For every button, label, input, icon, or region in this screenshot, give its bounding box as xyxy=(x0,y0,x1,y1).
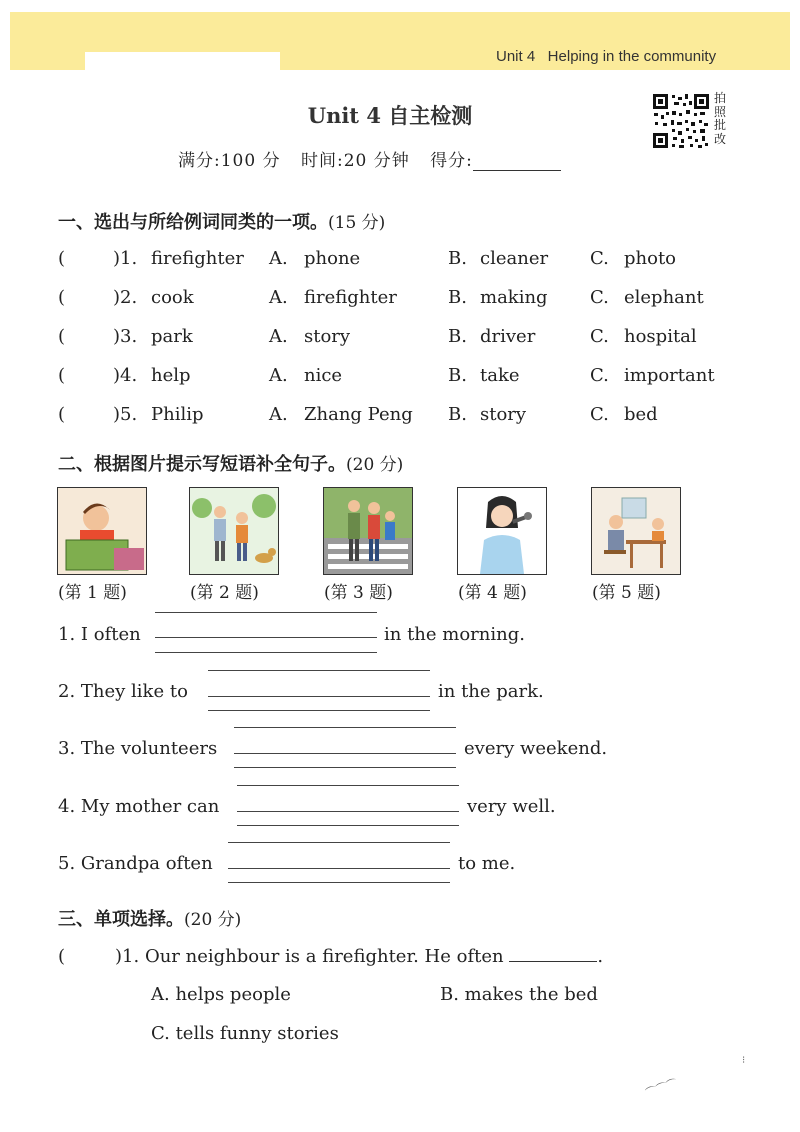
fill-after: in the morning. xyxy=(384,624,525,645)
option-b-letter: B. xyxy=(448,404,467,425)
picture-1-making-bed xyxy=(57,487,147,575)
option-c-text[interactable]: elephant xyxy=(624,287,704,308)
option-a-letter: A. xyxy=(269,365,288,386)
picture-5-grandpa-telling-story xyxy=(591,487,681,575)
example-word: Philip xyxy=(151,404,204,425)
answer-paren[interactable]: ( xyxy=(58,287,66,308)
fill-after: very well. xyxy=(467,796,556,817)
option-b-text[interactable]: story xyxy=(480,404,527,425)
option-a-text[interactable]: nice xyxy=(304,365,343,386)
item-number: )1. xyxy=(113,248,138,269)
option-b-letter: B. xyxy=(448,326,467,347)
option-b-letter: B. xyxy=(448,365,467,386)
margin-dots: ⁝ xyxy=(742,1055,746,1066)
fill-before: 1. I often xyxy=(58,624,141,645)
caption-2: (第 2 题) xyxy=(190,583,259,603)
unit-tag: Unit 4 Helping in the community xyxy=(496,48,717,65)
option-a-text[interactable]: Zhang Peng xyxy=(304,404,413,425)
caption-1: (第 1 题) xyxy=(58,583,127,603)
option-c-letter: C. xyxy=(590,248,609,269)
score-label: 得分: xyxy=(430,151,473,171)
caption-4: (第 4 题) xyxy=(458,583,527,603)
option-c-text[interactable]: photo xyxy=(624,248,677,269)
option-b-text[interactable]: cleaner xyxy=(480,248,549,269)
section3-heading xyxy=(58,905,241,931)
example-word: help xyxy=(151,365,191,386)
option-b-text[interactable]: making xyxy=(480,287,548,308)
answer-paren[interactable]: ( xyxy=(58,365,66,386)
example-word: park xyxy=(151,326,193,347)
fill-after: every weekend. xyxy=(464,738,608,759)
caption-5: (第 5 题) xyxy=(592,583,661,603)
banner-blank-patch xyxy=(85,52,280,70)
section2-title: 二、根据图片提示写短语补全句子。 xyxy=(58,454,346,475)
section3-points: (20 分) xyxy=(184,910,242,930)
mc-option-a[interactable]: A. helps people xyxy=(151,984,291,1005)
mc-option-b[interactable]: B. makes the bed xyxy=(440,984,598,1005)
fill-before: 2. They like to xyxy=(58,681,188,702)
section1-item-1 xyxy=(58,248,758,276)
picture-4-singing xyxy=(457,487,547,575)
option-a-text[interactable]: firefighter xyxy=(304,287,397,308)
full-score: 满分:100 分 xyxy=(178,151,281,171)
option-c-text[interactable]: bed xyxy=(624,404,658,425)
item-number: )4. xyxy=(113,365,138,386)
item-number: )3. xyxy=(113,326,138,347)
option-b-text[interactable]: driver xyxy=(480,326,536,347)
fill-before: 4. My mother can xyxy=(58,796,220,817)
section1-item-3 xyxy=(58,326,758,354)
mc-blank[interactable] xyxy=(509,945,597,962)
answer-paren[interactable]: ( xyxy=(58,404,66,425)
mc-question-1 xyxy=(58,945,603,967)
option-c-letter: C. xyxy=(590,287,609,308)
section1-title: 一、选出与所给例词同类的一项。 xyxy=(58,212,328,233)
score-line xyxy=(178,146,575,171)
section1-item-5 xyxy=(58,404,758,432)
fill-after: to me. xyxy=(458,853,516,874)
section1-heading xyxy=(58,208,385,234)
example-word: cook xyxy=(151,287,194,308)
page-title: Unit 4 自主检测 xyxy=(307,103,473,128)
answer-paren[interactable]: ( xyxy=(58,248,66,269)
qr-code-icon[interactable] xyxy=(652,93,710,149)
section3-title: 三、单项选择。 xyxy=(58,909,184,930)
caption-3: (第 3 题) xyxy=(324,583,393,603)
option-a-letter: A. xyxy=(269,287,288,308)
fill-before: 5. Grandpa often xyxy=(58,853,213,874)
section2-points: (20 分) xyxy=(346,455,404,475)
pencil-scribble: ⌒⌒⌒ xyxy=(643,1076,680,1101)
time-limit: 时间:20 分钟 xyxy=(301,151,410,171)
option-a-text[interactable]: story xyxy=(304,326,351,347)
example-word: firefighter xyxy=(151,248,244,269)
option-c-letter: C. xyxy=(590,404,609,425)
score-blank[interactable] xyxy=(473,152,561,171)
option-c-text[interactable]: important xyxy=(624,365,715,386)
picture-3-crossing-street xyxy=(323,487,413,575)
fill-before: 3. The volunteers xyxy=(58,738,218,759)
item-number: )5. xyxy=(113,404,138,425)
option-a-letter: A. xyxy=(269,248,288,269)
section1-item-4 xyxy=(58,365,758,393)
fill-after: in the park. xyxy=(438,681,544,702)
option-a-text[interactable]: phone xyxy=(304,248,361,269)
item-number: )2. xyxy=(113,287,138,308)
mc-end: . xyxy=(597,946,604,967)
mc-paren[interactable]: ( xyxy=(58,946,66,967)
mc-stem: )1. Our neighbour is a firefighter. He often xyxy=(115,946,504,967)
mc-option-c[interactable]: C. tells funny stories xyxy=(151,1023,339,1044)
option-c-text[interactable]: hospital xyxy=(624,326,697,347)
option-c-letter: C. xyxy=(590,365,609,386)
option-c-letter: C. xyxy=(590,326,609,347)
option-b-letter: B. xyxy=(448,248,467,269)
answer-paren[interactable]: ( xyxy=(58,326,66,347)
section2-heading xyxy=(58,450,403,476)
option-b-letter: B. xyxy=(448,287,467,308)
option-b-text[interactable]: take xyxy=(480,365,520,386)
fill-sentence-1 xyxy=(58,624,758,654)
picture-2-walking-dog xyxy=(189,487,279,575)
qr-label: 拍照批改 xyxy=(714,91,727,146)
section1-points: (15 分) xyxy=(328,213,386,233)
option-a-letter: A. xyxy=(269,404,288,425)
option-a-letter: A. xyxy=(269,326,288,347)
section1-item-2 xyxy=(58,287,758,315)
